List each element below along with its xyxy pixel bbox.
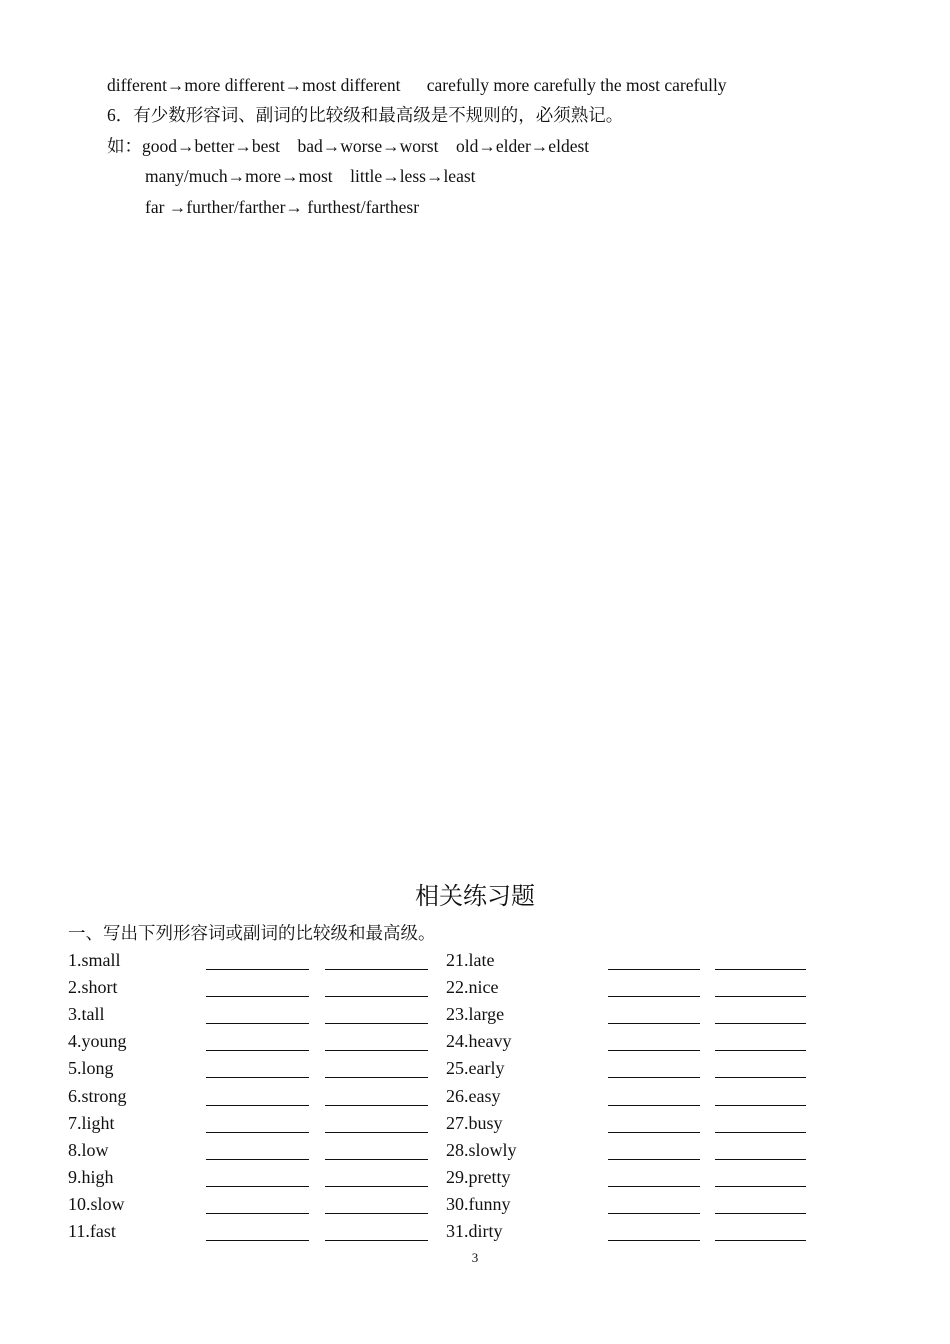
page-number: 3 [471,1250,479,1265]
comparative-blank[interactable] [206,1240,309,1241]
right-word: 29.pretty [446,1166,511,1187]
exercise-row [0,1193,950,1217]
superlative-blank[interactable] [715,1023,806,1024]
superlative-blank[interactable] [715,1105,806,1106]
comparative-blank[interactable] [608,1077,700,1078]
left-word: 5.long [68,1058,114,1079]
comparative-blank[interactable] [608,996,700,997]
right-word: 24.heavy [446,1031,512,1052]
superlative-blank[interactable] [715,1213,806,1214]
superlative-blank[interactable] [325,1186,428,1187]
exercise-row [0,1139,950,1163]
comparative-blank[interactable] [206,996,309,997]
superlative-blank[interactable] [325,1213,428,1214]
top-text-line-4: many/much→more→most little→less→least [145,166,476,186]
right-word: 31.dirty [446,1221,503,1241]
left-word: 6.strong [68,1085,127,1106]
exercise-row [0,976,950,1000]
comparative-blank[interactable] [608,1023,700,1024]
superlative-blank[interactable] [325,1023,428,1024]
superlative-blank[interactable] [715,969,806,970]
top-text-line-2: 6．有少数形容词、副词的比较级和最高级是不规则的，必须熟记。 [107,105,624,125]
top-text-line-1: different→more different→most different carefully more carefully the most carefully [107,75,727,95]
left-word: 9.high [68,1166,114,1187]
left-word: 1.small [68,950,121,970]
right-word: 25.early [446,1058,505,1079]
comparative-blank[interactable] [608,1213,700,1214]
comparative-blank[interactable] [206,1159,309,1160]
right-word: 26.easy [446,1085,501,1106]
top-text-line-3: 如：good→better→best bad→worse→worst old→elder→eldest [107,136,590,156]
superlative-blank[interactable] [325,1132,428,1133]
right-word: 27.busy [446,1112,503,1133]
comparative-blank[interactable] [206,1077,309,1078]
superlative-blank[interactable] [715,1186,806,1187]
comparative-blank[interactable] [608,1159,700,1160]
right-word: 22.nice [446,977,499,998]
exercise-row [0,1220,950,1244]
exercise-row [0,1030,950,1054]
comparative-blank[interactable] [206,1186,309,1187]
exercise-row [0,1057,950,1081]
exercise-row [0,1166,950,1190]
comparative-blank[interactable] [206,1105,309,1106]
left-word: 8.low [68,1139,109,1160]
superlative-blank[interactable] [715,1132,806,1133]
superlative-blank[interactable] [715,1077,806,1078]
superlative-blank[interactable] [715,996,806,997]
comparative-blank[interactable] [608,1132,700,1133]
superlative-blank[interactable] [715,1159,806,1160]
section-heading: 一、写出下列形容词或副词的比较级和最高级。 [68,923,436,943]
comparative-blank[interactable] [608,1186,700,1187]
exercise-row [0,1085,950,1109]
comparative-blank[interactable] [206,1132,309,1133]
comparative-blank[interactable] [608,1050,700,1051]
right-word: 23.large [446,1004,505,1025]
left-word: 10.slow [68,1193,125,1214]
left-word: 4.young [68,1031,127,1052]
right-word: 30.funny [446,1193,511,1214]
comparative-blank[interactable] [206,1050,309,1051]
comparative-blank[interactable] [206,1213,309,1214]
comparative-blank[interactable] [608,1105,700,1106]
comparative-blank[interactable] [206,1023,309,1024]
superlative-blank[interactable] [715,1050,806,1051]
superlative-blank[interactable] [325,1159,428,1160]
superlative-blank[interactable] [325,1240,428,1241]
left-word: 3.tall [68,1004,105,1025]
superlative-blank[interactable] [325,996,428,997]
comparative-blank[interactable] [206,969,309,970]
left-word: 2.short [68,977,118,998]
superlative-blank[interactable] [325,969,428,970]
exercise-title: 相关练习题 [415,884,535,910]
superlative-blank[interactable] [325,1077,428,1078]
comparative-blank[interactable] [608,1240,700,1241]
superlative-blank[interactable] [715,1240,806,1241]
exercise-row [0,1003,950,1027]
left-word: 11.fast [68,1221,116,1241]
top-text-line-5: far →further/farther→ furthest/farthesr [145,197,420,217]
left-word: 7.light [68,1112,115,1133]
right-word: 21.late [446,950,495,970]
superlative-blank[interactable] [325,1105,428,1106]
exercise-row [0,1112,950,1136]
superlative-blank[interactable] [325,1050,428,1051]
exercise-row [0,949,950,973]
right-word: 28.slowly [446,1139,517,1160]
comparative-blank[interactable] [608,969,700,970]
